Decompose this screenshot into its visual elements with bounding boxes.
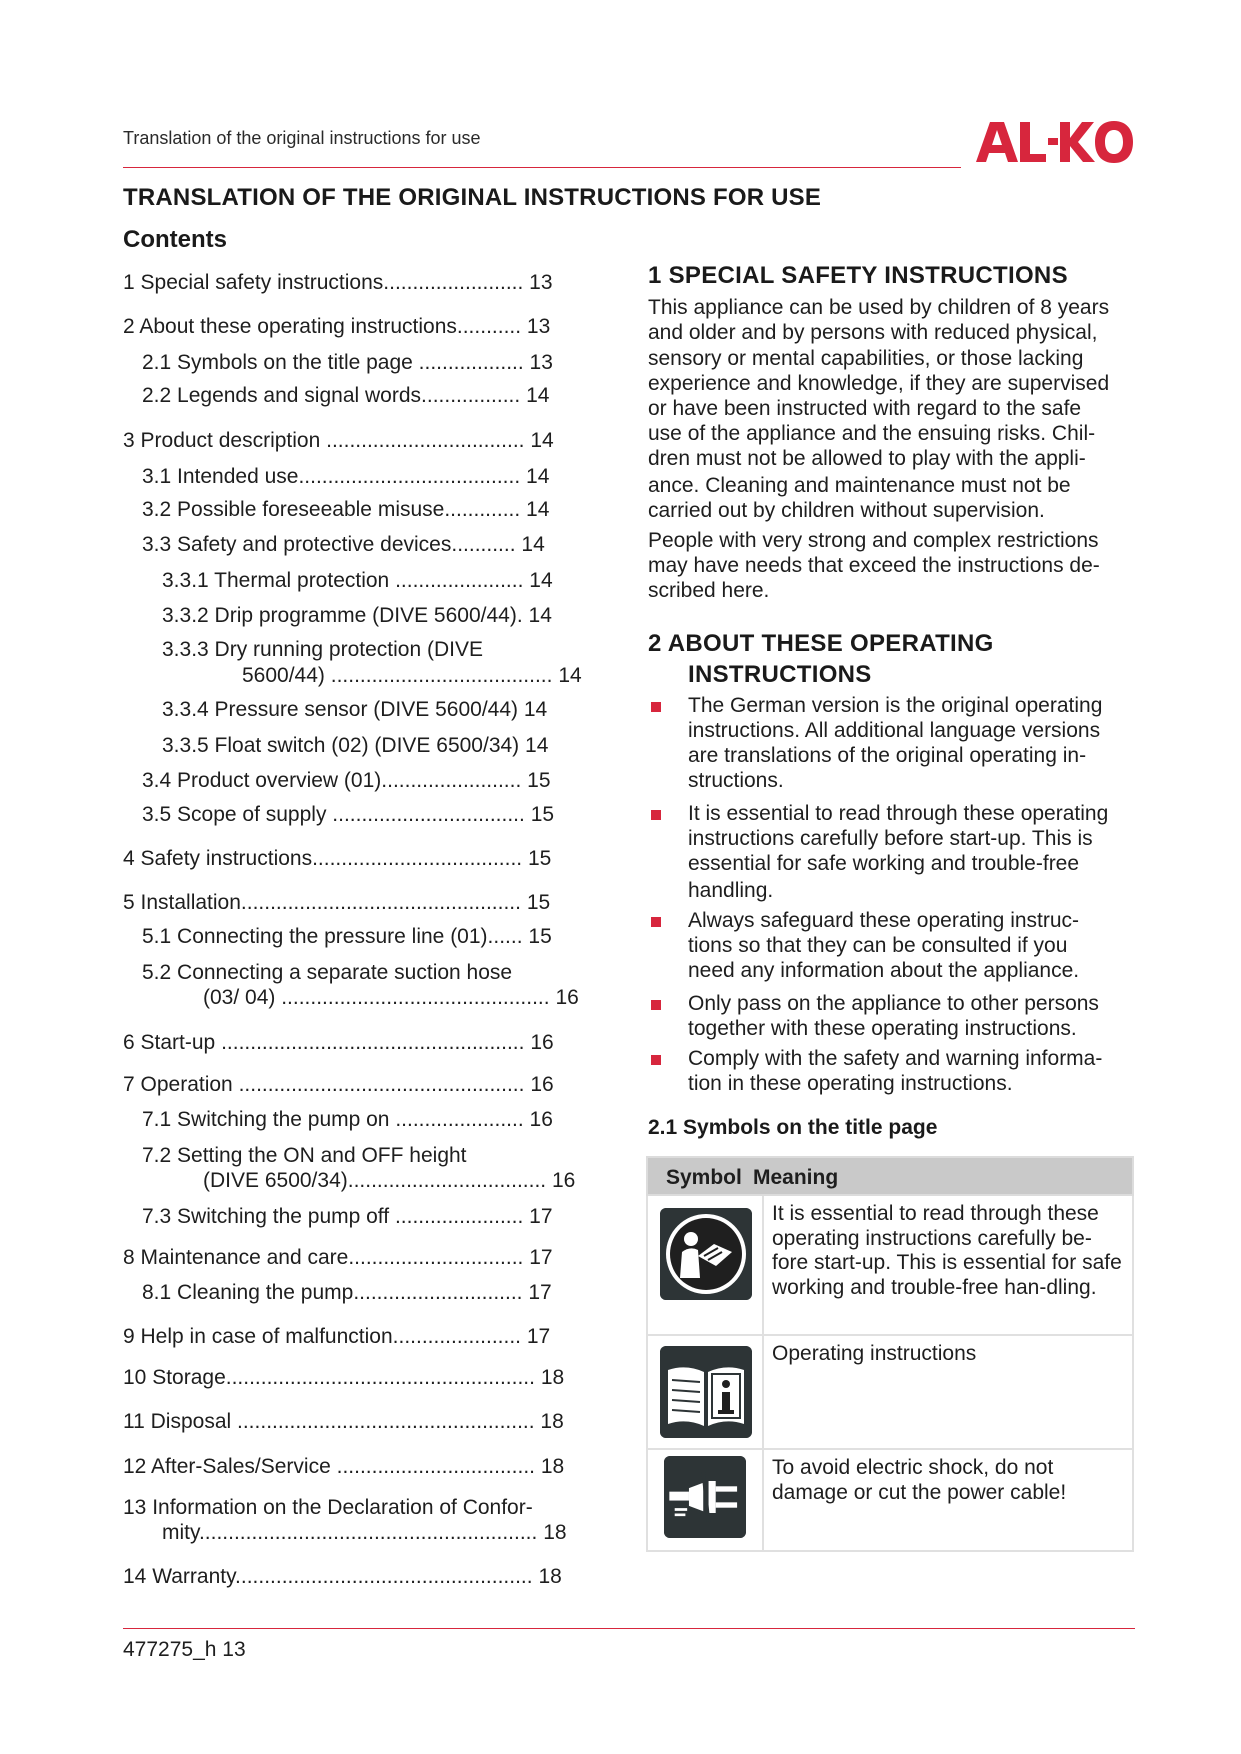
toc-entry: 2.2 Legends and signal words................. 14 bbox=[142, 384, 550, 407]
meaning-text: It is essential to read through these operating instructions carefully be-fore start-up. This is essential for safe working and trouble-free han-dling. bbox=[772, 1202, 1122, 1299]
text-line: Only pass on the appliance to other persons bbox=[688, 992, 1099, 1015]
table-header bbox=[646, 1156, 1134, 1196]
toc-entry: 14 Warranty................................................... 18 bbox=[123, 1565, 562, 1588]
toc-entry: 6 Start-up .................................................... 16 bbox=[123, 1031, 554, 1054]
table-row bbox=[646, 1450, 1134, 1552]
text-line: essential for safe working and trouble-free bbox=[688, 852, 1080, 875]
toc-entry: 13 Information on the Declaration of Confor- bbox=[123, 1496, 533, 1519]
toc-entry: 3.3.2 Drip programme (DIVE 5600/44). 14 bbox=[162, 604, 552, 627]
text-line: dren must not be allowed to play with the appli- bbox=[648, 447, 1086, 470]
toc-entry: mity.......................................................... 18 bbox=[162, 1521, 567, 1544]
toc-entry: 2.1 Symbols on the title page .................. 13 bbox=[142, 351, 553, 374]
toc-entry: 5600/44) ...................................... 14 bbox=[242, 664, 582, 687]
section21-heading: 2.1 Symbols on the title page bbox=[648, 1116, 938, 1139]
toc-entry: 3.3 Safety and protective devices........... 14 bbox=[142, 533, 545, 556]
symbol-cell bbox=[648, 1196, 764, 1334]
toc-entry: 8 Maintenance and care.............................. 17 bbox=[123, 1246, 553, 1269]
footer-rule bbox=[123, 1628, 1135, 1629]
toc-entry: 2 About these operating instructions........... 13 bbox=[123, 315, 551, 338]
read-manual-icon bbox=[660, 1208, 752, 1300]
toc-entry: 5 Installation................................................ 15 bbox=[123, 891, 551, 914]
text-line: experience and knowledge, if they are supervised bbox=[648, 372, 1110, 395]
toc-entry: 1 Special safety instructions........................ 13 bbox=[123, 271, 553, 294]
toc-entry: 7.3 Switching the pump off ...................... 17 bbox=[142, 1205, 553, 1228]
bullet-marker bbox=[651, 1000, 661, 1010]
symbol-cell bbox=[648, 1450, 764, 1550]
text-line: instructions. All additional language versions bbox=[688, 719, 1101, 742]
text-line: structions. bbox=[688, 769, 784, 792]
toc-entry: 8.1 Cleaning the pump............................. 17 bbox=[142, 1281, 552, 1304]
toc-entry: 3.3.5 Float switch (02) (DIVE 6500/34) 14 bbox=[162, 734, 549, 757]
column-header-meaning: Meaning bbox=[753, 1166, 839, 1189]
toc-entry: 3.2 Possible foreseeable misuse............. 14 bbox=[142, 498, 550, 521]
toc-entry: 7.2 Setting the ON and OFF height bbox=[142, 1144, 467, 1167]
toc-entry: 4 Safety instructions.................................... 15 bbox=[123, 847, 552, 870]
bullet-marker bbox=[651, 917, 661, 927]
toc-entry: 7 Operation ................................................. 16 bbox=[123, 1073, 554, 1096]
running-header: Translation of the original instructions for use bbox=[123, 128, 481, 148]
symbol-table bbox=[646, 1156, 1134, 1552]
toc-entry: 3.3.1 Thermal protection ...................... 14 bbox=[162, 569, 553, 592]
toc-entry: 9 Help in case of malfunction...................... 17 bbox=[123, 1325, 551, 1348]
header-rule bbox=[123, 167, 961, 168]
text-line: scribed here. bbox=[648, 579, 770, 602]
toc-entry: 5.1 Connecting the pressure line (01)...... 15 bbox=[142, 925, 552, 948]
section1-heading: 1 SPECIAL SAFETY INSTRUCTIONS bbox=[648, 262, 1068, 289]
section2-heading: 2 ABOUT THESE OPERATING bbox=[648, 630, 994, 657]
text-line: need any information about the appliance. bbox=[688, 959, 1080, 982]
table-row bbox=[646, 1196, 1134, 1336]
toc-entry: 3 Product description .................................. 14 bbox=[123, 429, 554, 452]
text-line: together with these operating instructions. bbox=[688, 1017, 1077, 1040]
toc-entry: 12 After-Sales/Service .................................. 18 bbox=[123, 1455, 565, 1478]
text-line: This appliance can be used by children of 8 years bbox=[648, 296, 1110, 319]
text-line: Always safeguard these operating instruc- bbox=[688, 909, 1080, 932]
text-line: The German version is the original operating bbox=[688, 694, 1103, 717]
section2-heading-continued: INSTRUCTIONS bbox=[688, 661, 872, 688]
column-header-symbol: Symbol bbox=[666, 1166, 742, 1189]
toc-entry: 11 Disposal ................................................... 18 bbox=[123, 1410, 564, 1433]
toc-entry: (03/ 04) .............................................. 16 bbox=[203, 986, 579, 1009]
contents-heading: Contents bbox=[123, 226, 227, 253]
text-line: ance. Cleaning and maintenance must not be bbox=[648, 474, 1071, 497]
toc-entry: 3.3.4 Pressure sensor (DIVE 5600/44) 14 bbox=[162, 698, 548, 721]
text-line: or have been instructed with regard to the safe bbox=[648, 397, 1082, 420]
bullet-marker bbox=[651, 702, 661, 712]
toc-entry: 3.1 Intended use...................................... 14 bbox=[142, 465, 550, 488]
toc-entry: 3.3.3 Dry running protection (DIVE bbox=[162, 638, 483, 661]
text-line: instructions carefully before start-up. This is bbox=[688, 827, 1093, 850]
toc-entry: 10 Storage..................................................... 18 bbox=[123, 1366, 565, 1389]
document-title: TRANSLATION OF THE ORIGINAL INSTRUCTIONS FOR USE bbox=[123, 184, 822, 211]
text-line: use of the appliance and the ensuing risks. Chil- bbox=[648, 422, 1096, 445]
alko-logo bbox=[974, 116, 1134, 166]
text-line: It is essential to read through these operating bbox=[688, 802, 1109, 825]
footer-page-info: 477275_h 13 bbox=[123, 1638, 246, 1661]
toc-entry: 7.1 Switching the pump on ...................... 16 bbox=[142, 1108, 553, 1131]
meaning-text: Operating instructions bbox=[772, 1342, 977, 1365]
text-line: sensory or mental capabilities, or those lacking bbox=[648, 347, 1084, 370]
toc-entry: 3.5 Scope of supply ................................. 15 bbox=[142, 803, 555, 826]
text-line: may have needs that exceed the instructions de- bbox=[648, 554, 1100, 577]
text-line: Comply with the safety and warning informa- bbox=[688, 1047, 1103, 1070]
bullet-marker bbox=[651, 1055, 661, 1065]
bullet-marker bbox=[651, 810, 661, 820]
text-line: tion in these operating instructions. bbox=[688, 1072, 1013, 1095]
toc-entry: 5.2 Connecting a separate suction hose bbox=[142, 961, 513, 984]
text-line: handling. bbox=[688, 879, 774, 902]
toc-entry: (DIVE 6500/34).................................. 16 bbox=[203, 1169, 576, 1192]
toc-entry: 3.4 Product overview (01)........................ 15 bbox=[142, 769, 551, 792]
text-line: carried out by children without supervision. bbox=[648, 499, 1045, 522]
table-row bbox=[646, 1336, 1134, 1450]
text-line: tions so that they can be consulted if you bbox=[688, 934, 1068, 957]
meaning-text: To avoid electric shock, do not damage or cut the power cable! bbox=[772, 1456, 1067, 1504]
cut-power-cable-icon bbox=[664, 1456, 746, 1538]
text-line: are translations of the original operating in- bbox=[688, 744, 1087, 767]
text-line: and older and by persons with reduced physical, bbox=[648, 321, 1098, 344]
operating-instructions-icon bbox=[660, 1346, 752, 1438]
symbol-cell bbox=[648, 1336, 764, 1448]
text-line: People with very strong and complex restrictions bbox=[648, 529, 1099, 552]
